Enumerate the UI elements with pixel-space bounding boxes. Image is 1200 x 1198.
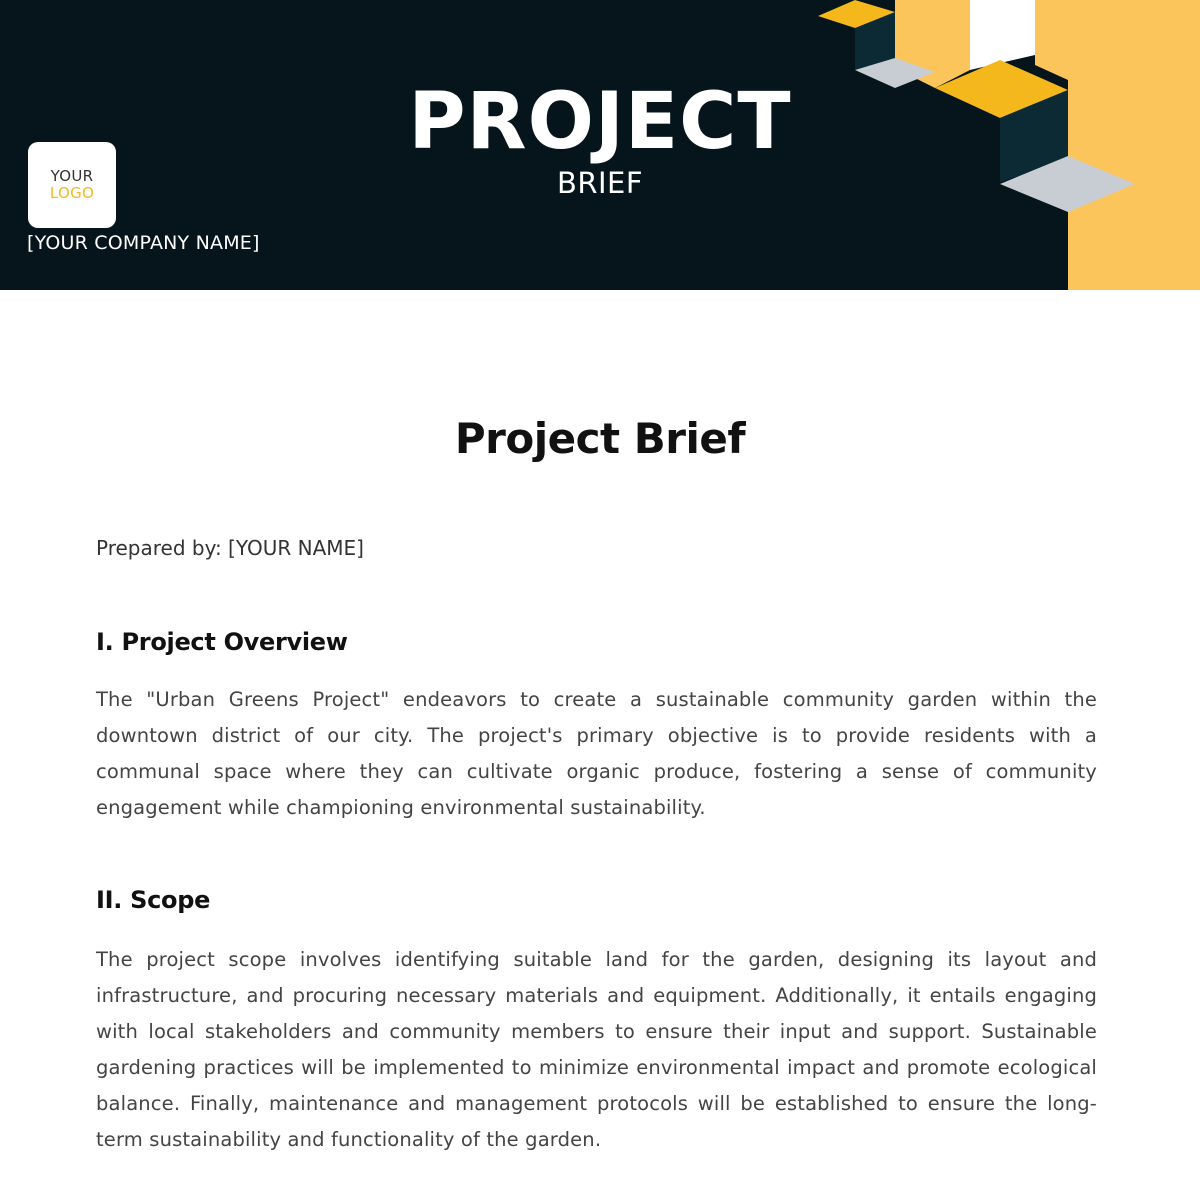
prepared-by: Prepared by: [YOUR NAME] bbox=[96, 536, 364, 560]
logo-line-your: YOUR bbox=[50, 167, 94, 185]
company-logo bbox=[28, 142, 116, 228]
section-body-scope: The project scope involves identifying suitable land for the garden, designing its layout and infrastructure, and procuring necessary materials and equipment. Additionally, it entails engaging with local stakeholders and community members to ensure their input and support. Sustainable gardening practices will be implemented to minimize environmental impact and promote ecological balance. Finally, maintenance and management protocols will be established to ensure the long-term sustainability and functionality of the garden. bbox=[96, 948, 1097, 1151]
banner-title: PROJECT bbox=[408, 77, 792, 167]
section-body-overview: The "Urban Greens Project" endeavors to create a sustainable community garden within the downtown district of our city. The project's primary objective is to provide residents with a communal space where they can cultivate organic produce, fostering a sense of community engagement while championing environmental sustainability. bbox=[96, 688, 1097, 819]
banner-subtitle: BRIEF bbox=[556, 166, 644, 200]
company-name: [YOUR COMPANY NAME] bbox=[27, 232, 260, 254]
section-heading-overview: I. Project Overview bbox=[96, 628, 348, 656]
logo-line-logo: LOGO bbox=[49, 184, 95, 202]
section-heading-scope: II. Scope bbox=[96, 886, 211, 914]
page-title: Project Brief bbox=[454, 414, 746, 463]
header-banner bbox=[0, 0, 1200, 290]
